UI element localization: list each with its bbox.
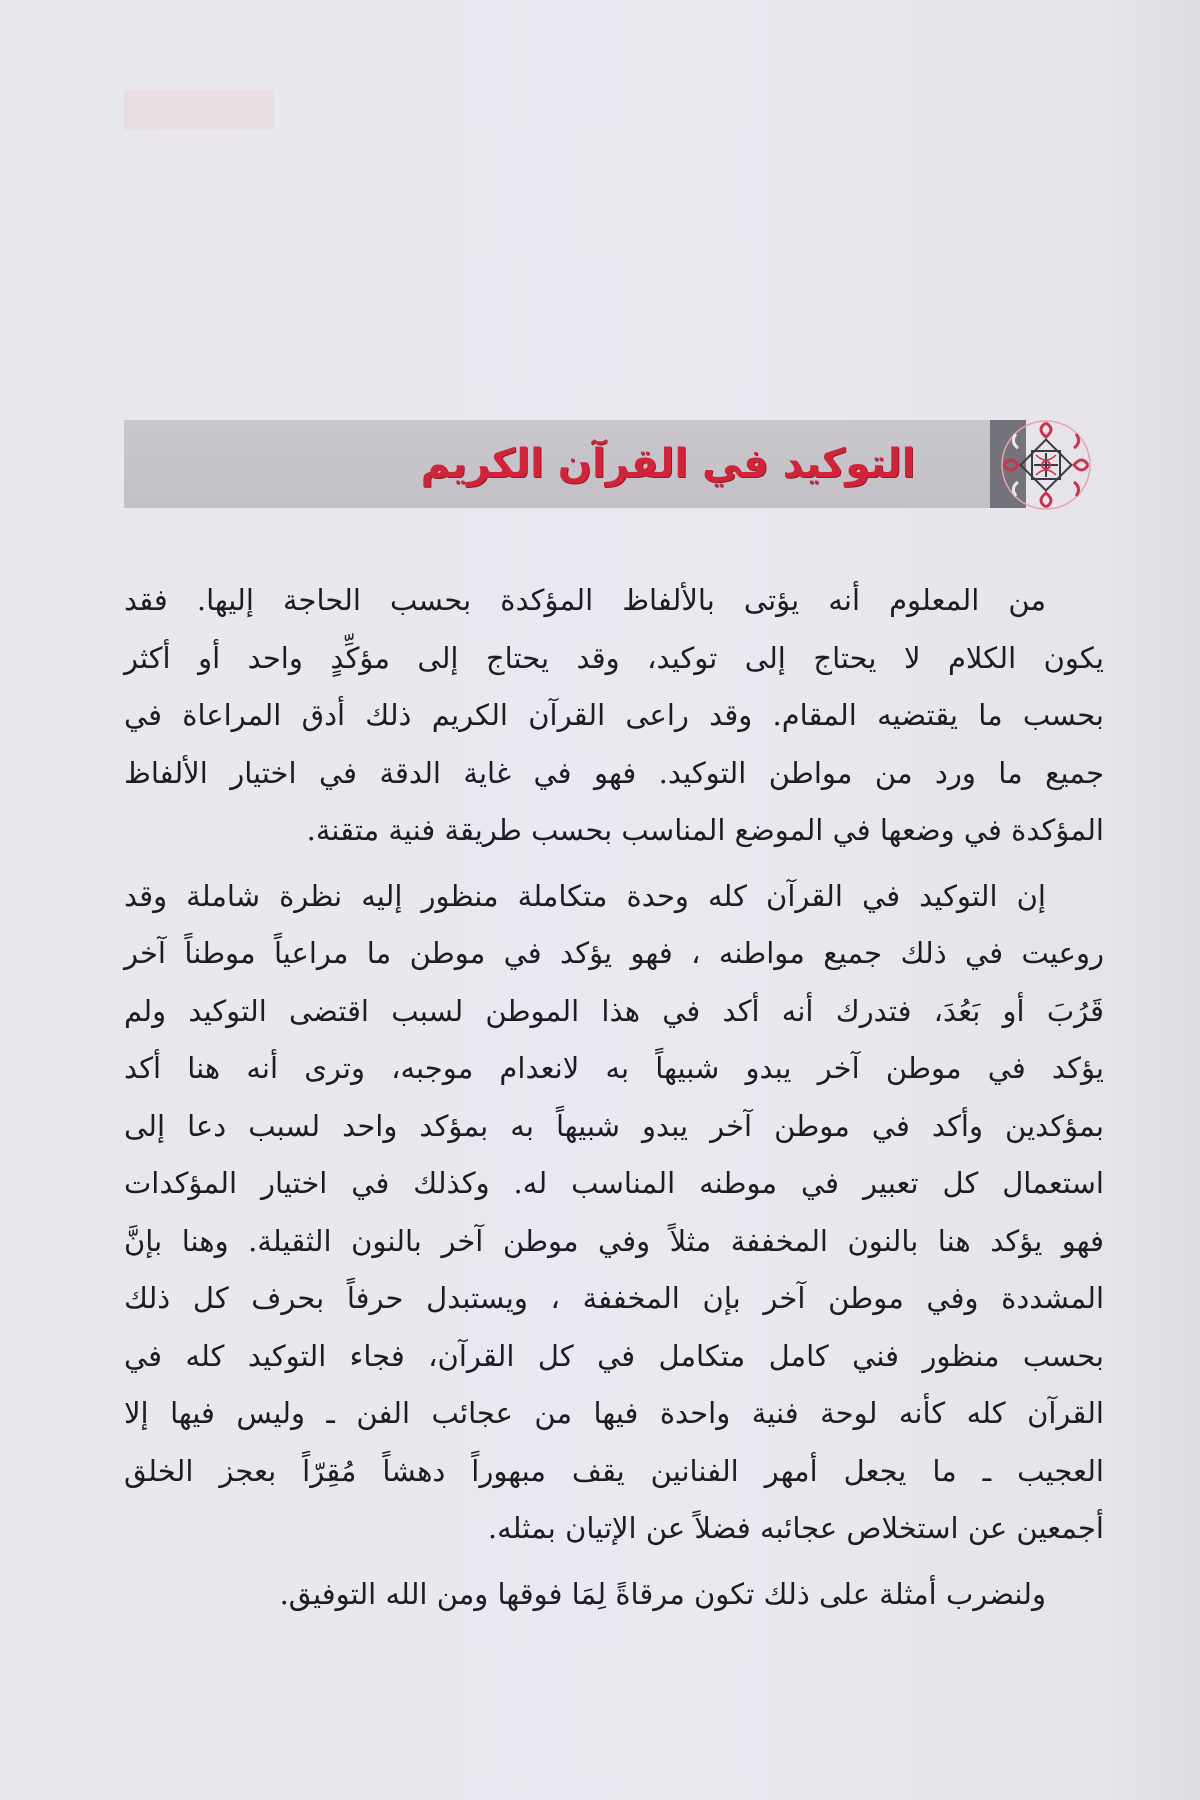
paragraph-1: [124, 572, 1104, 860]
text-line: من المعلوم أنه يؤتى بالألفاظ المؤكدة بحسب الحاجة إليها. فقد: [124, 583, 1046, 617]
arabesque-icon: [988, 410, 1100, 520]
text-line: العجيب ـ ما يجعل أمهر الفنانين يقف مبهوراً دهشاً مُقِرّاً بعجز الخلق: [124, 1453, 1104, 1488]
section-title: التوكيد في القرآن الكريم: [420, 441, 916, 487]
text-line: قَرُبَ أو بَعُدَ، فتدرك أنه أكد في هذا الموطن لسبب اقتضى التوكيد ولم: [124, 993, 1104, 1028]
text-line: المشددة وفي موطن آخر بإن المخففة ، ويستبدل حرفاً بحرف كل ذلك: [124, 1281, 1104, 1315]
text-line: روعيت في ذلك جميع مواطنه ، فهو يؤكد في موطن ما مراعياً موطناً آخر: [124, 936, 1104, 970]
section-title-bar: [124, 420, 992, 508]
text-line: استعمال كل تعبير في موطنه المناسب له. وكذلك في اختيار المؤكدات: [124, 1166, 1104, 1200]
text-line: جميع ما ورد من مواطن التوكيد. فهو في غاية الدقة في اختيار الألفاظ: [124, 755, 1104, 790]
text-line: القرآن كله كأنه لوحة فنية واحدة فيها من عجائب الفن ـ وليس فيها إلا: [124, 1396, 1104, 1430]
arabesque-ornament-icon: [988, 410, 1100, 520]
text-line: يؤكد في موطن آخر يبدو شبيهاً به لانعدام موجبه، وترى أنه هنا أكد: [124, 1051, 1104, 1085]
text-line: بحسب منظور فني كامل متكامل في كل القرآن، فجاء التوكيد كله في: [124, 1338, 1104, 1373]
body-text: [124, 572, 1104, 1623]
text-line: أجمعين عن استخلاص عجائبه فضلاً عن الإتيان بمثله.: [487, 1511, 1104, 1545]
text-line: بحسب ما يقتضيه المقام. وقد راعى القرآن الكريم ذلك أدق المراعاة في: [124, 698, 1104, 732]
text-line: فهو يؤكد هنا بالنون المخففة مثلاً وفي موطن آخر بالنون الثقيلة. وهنا بإنَّ: [124, 1223, 1104, 1258]
paragraph-2: [124, 868, 1104, 1558]
bleed-through-page-number: [124, 90, 274, 130]
text-line: بمؤكدين وأكد في موطن آخر يبدو شبيهاً به بمؤكد واحد لسبب دعا إلى: [124, 1108, 1104, 1143]
text-line: المؤكدة في وضعها في الموضع المناسب بحسب طريقة فنية متقنة.: [306, 813, 1104, 847]
text-line: يكون الكلام لا يحتاج إلى توكيد، وقد يحتاج إلى مؤكِّدٍ واحد أو أكثر: [124, 640, 1104, 675]
text-line: إن التوكيد في القرآن كله وحدة متكاملة منظور إليه نظرة شاملة وقد: [124, 878, 1046, 913]
paragraph-3: [124, 1566, 1104, 1624]
text-line: ولنضرب أمثلة على ذلك تكون مرقاةً لِمَا فوقها ومن الله التوفيق.: [279, 1576, 1046, 1611]
bleed-through-text: [124, 90, 1102, 390]
